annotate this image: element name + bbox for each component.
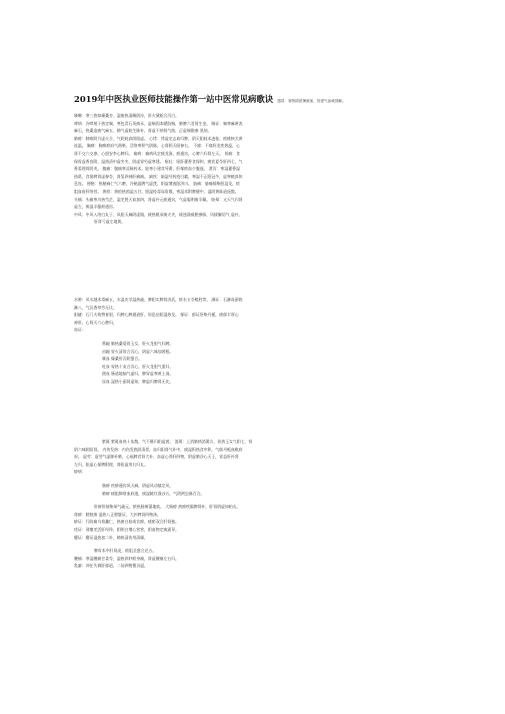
- text-line: 乳癖：冲任失调肝郁逍，二仙四物薯贝逼。: [74, 563, 148, 569]
- text-line: 哮病：冷哮射干热定喘，寒包青石风痰禾，虚喘固本暖肢喘，肺脾六君肾生金。 喘证：喘寒麻黄表: [74, 120, 243, 126]
- text-line: 肺痹 痰阻肺络血府逐，痰湿桃红涤沙五，气阴两虫脉百合。: [102, 490, 205, 496]
- text-line: 尿血 湿热小蓟肾虚知，脾虚归脾肾无比。: [102, 378, 174, 384]
- text-line: 中风：中风入络白丸子，风阳天麻阴虚镇，痰热桃承痰火夹，痰浊涤痰脱参脉，风痰解语气 虚补，: [74, 211, 243, 217]
- text-line: 左归，阳虚心保脾附理，肾阳虚用右归丸。: [74, 461, 148, 467]
- section-misc: [74, 296, 434, 386]
- bibing-label: 痹病：: [74, 469, 86, 475]
- text-line: 脾胃术中肝肾虎，瘀阻圣愈合还五。: [94, 548, 157, 554]
- text-line: 保胃虚香良附，湿热清中虚夹夹，阴虚胃芍虚寒建。 呕吐：呕肝藿香食保和，痰饮夏苓肝四七，气: [74, 158, 243, 164]
- text-line: 鼻衄 肺热桑菊胃玉女，肝火龙胆气归脾。: [102, 340, 174, 346]
- section-continued: [74, 438, 434, 570]
- title-line: [74, 96, 434, 104]
- text-line: 府。 虚劳：虚劳气虚肺补肺，心福脾君肾大补，血虚心养肝四物，阴虚肺沙心天王，胃益肝补肾: [74, 454, 239, 460]
- section-internal-medicine: [74, 112, 434, 226]
- text-line: 连温。 胸痹：胸痹瘀府气滞柴，活络寒积气阴脉，心肾阴天阳参右。 不寐：不寐肝龙疾热温，心: [74, 143, 240, 149]
- text-line: 齿衄 胃火清胃合泻心，阴虚六味加茜根。: [102, 348, 174, 354]
- text-line: 便血 肠道地榆气虚归，脾胃虚寒黄土汤。: [102, 371, 174, 377]
- xuezheng-label: 血证：: [74, 327, 86, 333]
- text-line: 水肿：风水越术毒麻五，水湿皮苓湿热疏，脾阳实脾肾济武，瘀水五苓桃胜等。 淋证：石淋血蓟热: [74, 297, 243, 302]
- text-line: 痹证：行防痛乌着蠡仁，热痹白桂或宣痹，痰瘀双合肝肾独。: [74, 519, 180, 525]
- text-line: 咳血 燥桑肝泻阴蛋合。: [102, 356, 143, 362]
- text-line: 咳嗽：寒三热知燥桑杏，湿痰热清解阴沙，肝火黛蛤合泻白。: [74, 113, 180, 118]
- text-line: 瘿证：瘿证湿热加二补，肺热清伤用清燥，: [74, 534, 148, 540]
- text-line: 头痛：头痛寒川热芎芷，湿羌胜天血加四，肾虚补元瘀通窍，气虚聪明痰半藏。 眩晕：亢天气归肾: [74, 196, 243, 202]
- text-line: 息连。 便秘：热秘麻仁气六磨，冷秘温脾气虚芪，阴虚增液阳济川。 胁痛：胁痛郁柴胆湿龙，瘀: [74, 181, 240, 187]
- text-line: 阴六味阴阳肾。 内伤发热：内伤发热阴清骨，血归阳肾气补中，痰湿积热食中积，气郁丹栀血桃府: [74, 446, 243, 452]
- text-line: 热葛，食保脾胃虚参苓，肾氢四神肝痛痛。 痢疾：痢湿芍药疫白翁，寒湿不正阳冠牛，虚寒桃真休: [74, 173, 243, 179]
- text-line: 肾痹：膀胱痹 湿热八正膀胱证，大补脾肾四物汤。: [74, 511, 161, 517]
- text-line: 肾不交六交参，心胆安李心脾归。 痫病：痫病风定痰龙涤，瘀通窍，心脾六归肾左天。 胃痛：食: [74, 150, 240, 156]
- text-line: 麻石，热桑造痰气麻五，肺气虚耗生脉补，肾虚不纳肾气纳，正虚喘脱参 黑纳。: [74, 128, 212, 134]
- text-line: 紫斑 紫斑血热十灰散，气不摄归阴虚茜。 消渴：上消肺热消渴方，胃热玉女气阴七，肾: [102, 439, 253, 444]
- text-line: 淋八，气沉香草劳无比。: [74, 304, 117, 310]
- text-line: 神肝，心肾天六心脾归。: [74, 319, 117, 325]
- text-line: 虚左，痰湿半藤瘀通窍。: [74, 204, 117, 210]
- page-title: 2019年中医执业医师技能操作第一站中医常见病歌诀: [74, 94, 274, 104]
- title-tail-text: 感冒：寒热阴虚暑新加，因虚气参威冒解。: [277, 99, 346, 103]
- text-line: 肝肾亏虚左地黄。: [94, 219, 126, 225]
- text-line: 肝痹肝郁柴胡气疏元，瘀热肠痹蒲地软。 大肠痹 热痹疾膈脾肾补，肝肾阴虚知柏丸，: [94, 504, 241, 510]
- text-line: 肺痨：肺痨阴月虚火合，气阴耗真阴阳虚。 心悸：悸虚定志血归脾，阴天阳桂术凌桂，瘀桃核犬黄: [74, 135, 243, 141]
- text-line: 肠痹 疾痹通窍风天麻，阴虚风动镇定风，: [102, 482, 174, 488]
- text-line: 香姜理胃阴麦。 腹痛：腹痛寒凉脉药术，脏寒小建食导滞，肝郁瘀血少腹逐。 泄泻：寒湿藿香湿: [74, 166, 240, 172]
- text-line: 痉证：邪壅羌活肝经羚，阴明白增心营营，阴血物定痰涌导。: [74, 526, 180, 532]
- text-line: 阻血府肝络营。 黄疸：黄疸热茵湿五甘，胆湿疫毒犀角散，寒湿术附脾健中，湿阴黄陈逍遥散。: [74, 188, 239, 194]
- text-line: 腰痛：寒湿腰痛甘姜苓，湿热四妙瘀身痛，肾虚腰痛左右归。: [74, 555, 180, 561]
- text-line: 吐血 胃热十灰合泻心，肝火龙胆气重归。: [102, 363, 174, 369]
- text-line: 阳痿：石门火致赞育胆，归脾心脾通逍肝，惊恐启阳湿热龙。 郁证：郁证肝柴丹栀，痰郁半厚心: [74, 312, 239, 318]
